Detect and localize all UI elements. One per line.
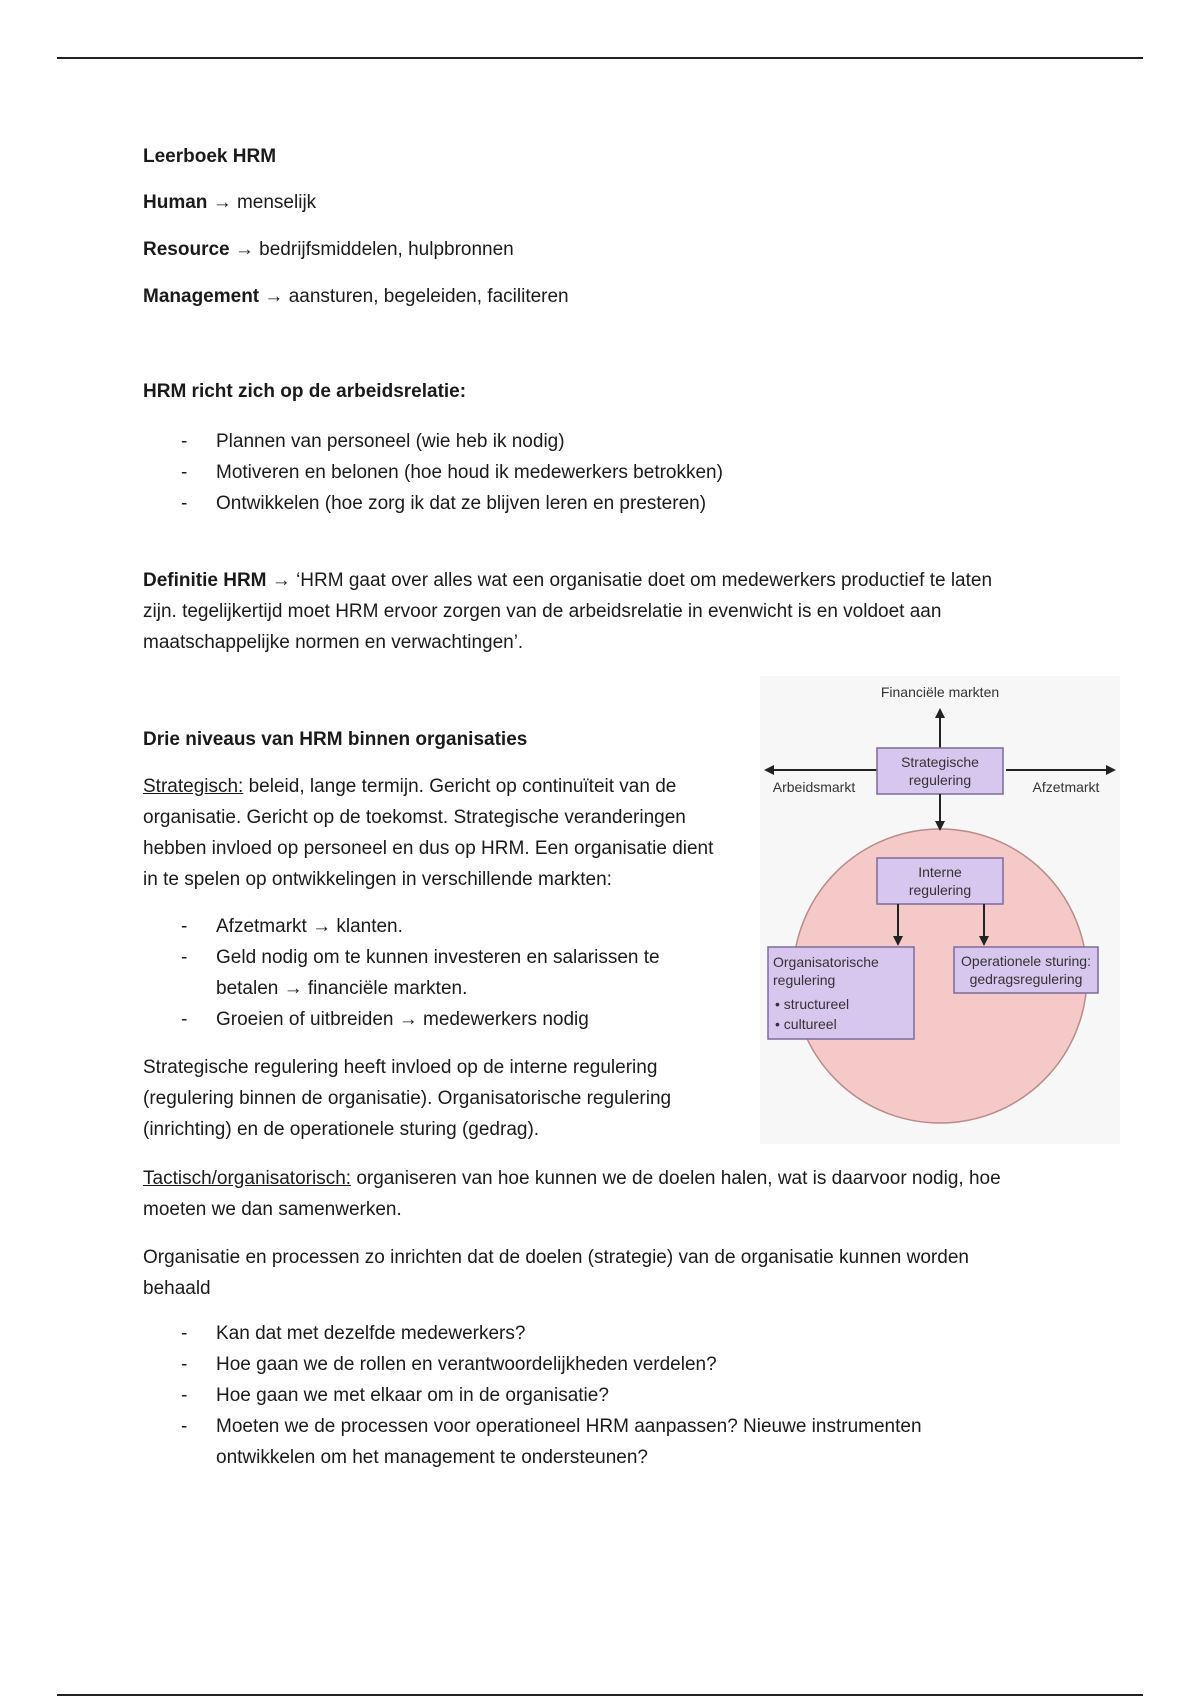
markten-list: [143, 911, 660, 1035]
diagram-label-financiele-markten: Financiële markten: [880, 684, 1000, 700]
box-text: regulering: [908, 772, 972, 788]
definition-term: Human: [143, 192, 208, 213]
diagram-svg: [760, 676, 1120, 1144]
header-rule: [57, 57, 1143, 59]
arbeidsrelatie-list: [143, 426, 723, 519]
arrow-right-icon: →: [312, 916, 332, 937]
definitie-text: ‘HRM gaat over alles wat een organisatie doet om medewerkers productief te laten: [296, 570, 993, 591]
strategisch-line: hebben invloed op personeel en dus op HRM. Een organisatie dient: [143, 838, 714, 859]
definition-meaning: aansturen, begeleiden, faciliteren: [288, 286, 569, 307]
strategisch-label: Strategisch:: [143, 776, 244, 797]
regulering-line: (regulering binnen de organisatie). Organisatorische regulering: [143, 1088, 672, 1109]
definition-term: Management: [143, 286, 260, 307]
list-item: - Hoe gaan we met elkaar om in de organisatie?: [143, 1380, 922, 1411]
tactisch-paragraph: [143, 1163, 1001, 1225]
definition-management: [143, 284, 569, 310]
box-text: • structureel: [775, 996, 850, 1012]
arrow-right-icon: →: [398, 1009, 418, 1030]
list-item: [143, 942, 660, 1004]
arrow-right-icon: →: [271, 570, 291, 591]
strategisch-line: organisatie. Gericht op de toekomst. Strategische veranderingen: [143, 807, 686, 828]
tactisch-line: moeten we dan samenwerken.: [143, 1199, 402, 1220]
list-item: - Ontwikkelen (hoe zorg ik dat ze blijven leren en presteren): [143, 488, 723, 519]
tactisch-line: [143, 1163, 1001, 1194]
regulering-line: (inrichting) en de operationele sturing (gedrag).: [143, 1119, 540, 1140]
arrow-right-icon: →: [283, 978, 303, 999]
processen-line: Organisatie en processen zo inrichten dat de doelen (strategie) van de organisatie kunnen worden: [143, 1247, 969, 1268]
item-text: Afzetmarkt: [216, 916, 313, 937]
box-text: Organisatorische: [773, 954, 879, 970]
regulering-paragraph: [143, 1052, 671, 1145]
box-text: Interne: [918, 864, 962, 880]
definition-meaning: bedrijfsmiddelen, hulpbronnen: [259, 239, 514, 260]
definitie-term: Definitie HRM: [143, 570, 267, 591]
hrm-regulering-diagram: [760, 676, 1120, 1144]
arbeidsrelatie-heading: HRM richt zich op de arbeidsrelatie:: [143, 381, 467, 402]
strategisch-line: [143, 771, 713, 802]
item-text: financiële markten.: [302, 978, 468, 999]
processen-paragraph: [143, 1242, 969, 1304]
box-text: Strategische: [901, 754, 979, 770]
strategisch-text: beleid, lange termijn. Gericht op continuïteit van de: [243, 776, 677, 797]
definition-human: [143, 190, 316, 216]
regulering-line: Strategische regulering heeft invloed op de interne regulering: [143, 1057, 658, 1078]
definitie-paragraph: [143, 565, 992, 658]
item-text: Geld nodig om te kunnen investeren en salarissen te: [216, 947, 660, 968]
definitie-line: maatschappelijke normen en verwachtingen’.: [143, 632, 524, 653]
definition-resource: [143, 237, 514, 263]
definitie-line: zijn. tegelijkertijd moet HRM ervoor zorgen van de arbeidsrelatie in evenwicht is en voldoet aan: [143, 601, 942, 622]
diagram-label-afzetmarkt: Afzetmarkt: [1032, 779, 1100, 795]
arrow-right-icon: →: [234, 239, 254, 260]
strategisch-line: in te spelen op ontwikkelingen in verschillende markten:: [143, 869, 612, 890]
box-text: Operationele sturing:: [961, 953, 1091, 969]
item-text: medewerkers nodig: [417, 1009, 589, 1030]
list-item: [143, 1411, 922, 1473]
list-item: [143, 1004, 660, 1035]
box-text: regulering: [773, 972, 836, 988]
item-text: Moeten we de processen voor operationeel HRM aanpassen? Nieuwe instrumenten: [216, 1416, 922, 1437]
box-text: gedragsregulering: [969, 971, 1083, 987]
item-text: klanten.: [331, 916, 403, 937]
list-item: - Hoe gaan we de rollen en verantwoordelijkheden verdelen?: [143, 1349, 922, 1380]
tactisch-text: organiseren van hoe kunnen we de doelen halen, wat is daarvoor nodig, hoe: [351, 1168, 1001, 1189]
list-item: [143, 911, 660, 942]
diagram-label-arbeidsmarkt: Arbeidsmarkt: [772, 779, 856, 795]
item-text: ontwikkelen om het management te ondersteunen?: [216, 1447, 648, 1468]
box-text: • cultureel: [775, 1016, 837, 1032]
box-text: regulering: [908, 882, 972, 898]
definitie-line: [143, 565, 992, 596]
vragen-list: [143, 1318, 922, 1473]
footer-rule: [57, 1694, 1143, 1696]
arrow-right-icon: →: [264, 286, 284, 307]
item-text: Groeien of uitbreiden: [216, 1009, 399, 1030]
list-item: - Plannen van personeel (wie heb ik nodig): [143, 426, 723, 457]
document-title: Leerboek HRM: [143, 146, 277, 167]
definition-term: Resource: [143, 239, 230, 260]
list-item: - Motiveren en belonen (hoe houd ik medewerkers betrokken): [143, 457, 723, 488]
niveaus-heading: Drie niveaus van HRM binnen organisaties: [143, 729, 528, 750]
list-item: - Kan dat met dezelfde medewerkers?: [143, 1318, 922, 1349]
definition-meaning: menselijk: [236, 192, 317, 213]
item-text: betalen: [216, 978, 284, 999]
strategisch-paragraph: [143, 771, 713, 895]
arrow-right-icon: →: [212, 192, 232, 213]
processen-line: behaald: [143, 1278, 211, 1299]
tactisch-label: Tactisch/organisatorisch:: [143, 1168, 352, 1189]
